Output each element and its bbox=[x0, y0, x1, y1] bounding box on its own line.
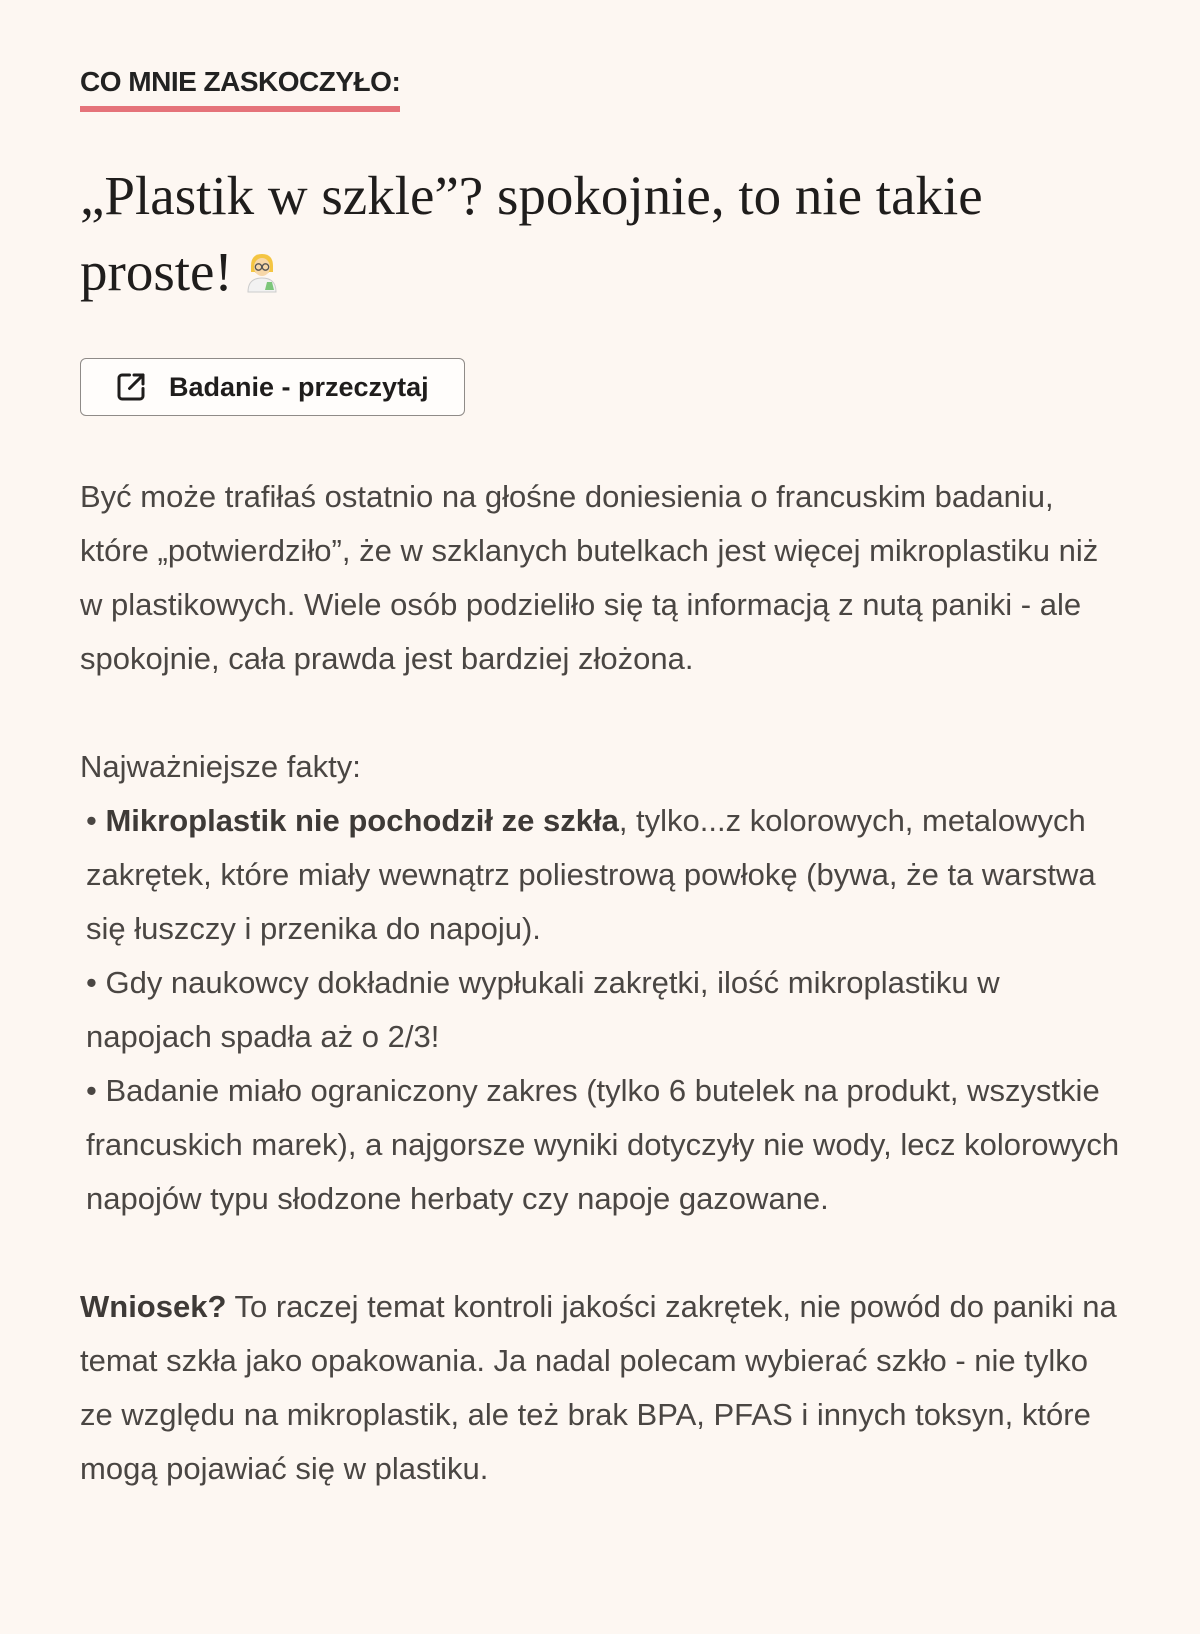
study-link-label: Badanie - przeczytaj bbox=[169, 371, 429, 402]
fact-item: • Mikroplastik nie pochodził ze szkła, tylko...z kolorowych, metalowych zakrętek, które miały wewnątrz poliestrową powłokę (bywa, że ta warstwa się łuszczy i przenika do napoju). bbox=[86, 803, 1096, 946]
woman-scientist-emoji-icon bbox=[239, 248, 285, 294]
fact-item: • Gdy naukowcy dokładnie wypłukali zakrętki, ilość mikroplastiku w napojach spadła aż o 2/3! bbox=[86, 965, 1000, 1054]
conclusion-bold: Wniosek? bbox=[80, 1289, 227, 1324]
fact-item: • Badanie miało ograniczony zakres (tylko 6 butelek na produkt, wszystkie francuskich marek), a najgorsze wyniki dotyczyły nie wody, lecz kolorowych napojów typu słodzone herbaty czy napoje gazowane. bbox=[86, 1073, 1120, 1216]
facts-heading: Najważniejsze fakty: bbox=[80, 749, 361, 784]
intro-paragraph: Być może trafiłaś ostatnio na głośne doniesienia o francuskim badaniu, które „potwierdziło”, że w szklanych butelkach jest więcej mikroplastiku niż w plastikowych. Wiele osób podzieliło się tą informacją z nutą paniki - ale spokojnie, cała prawda jest bardziej złożona. bbox=[80, 479, 1099, 676]
article-body bbox=[80, 470, 1120, 1496]
headline bbox=[80, 158, 1080, 310]
fact-bold: Mikroplastik nie pochodził ze szkła bbox=[105, 803, 619, 838]
section-label: CO MNIE ZASKOCZYŁO: bbox=[80, 66, 400, 112]
headline-text: „Plastik w szkle”? spokojnie, to nie takie proste! bbox=[80, 165, 983, 302]
external-link-icon bbox=[113, 369, 149, 405]
conclusion-paragraph: Wniosek? To raczej temat kontroli jakości zakrętek, nie powód do paniki na temat szkła jako opakowania. Ja nadal polecam wybierać szkło - nie tylko ze względu na mikroplastik, ale też brak BPA, PFAS i innych toksyn, które mogą pojawiać się w plastiku. bbox=[80, 1289, 1117, 1486]
study-link-button[interactable] bbox=[80, 358, 465, 416]
